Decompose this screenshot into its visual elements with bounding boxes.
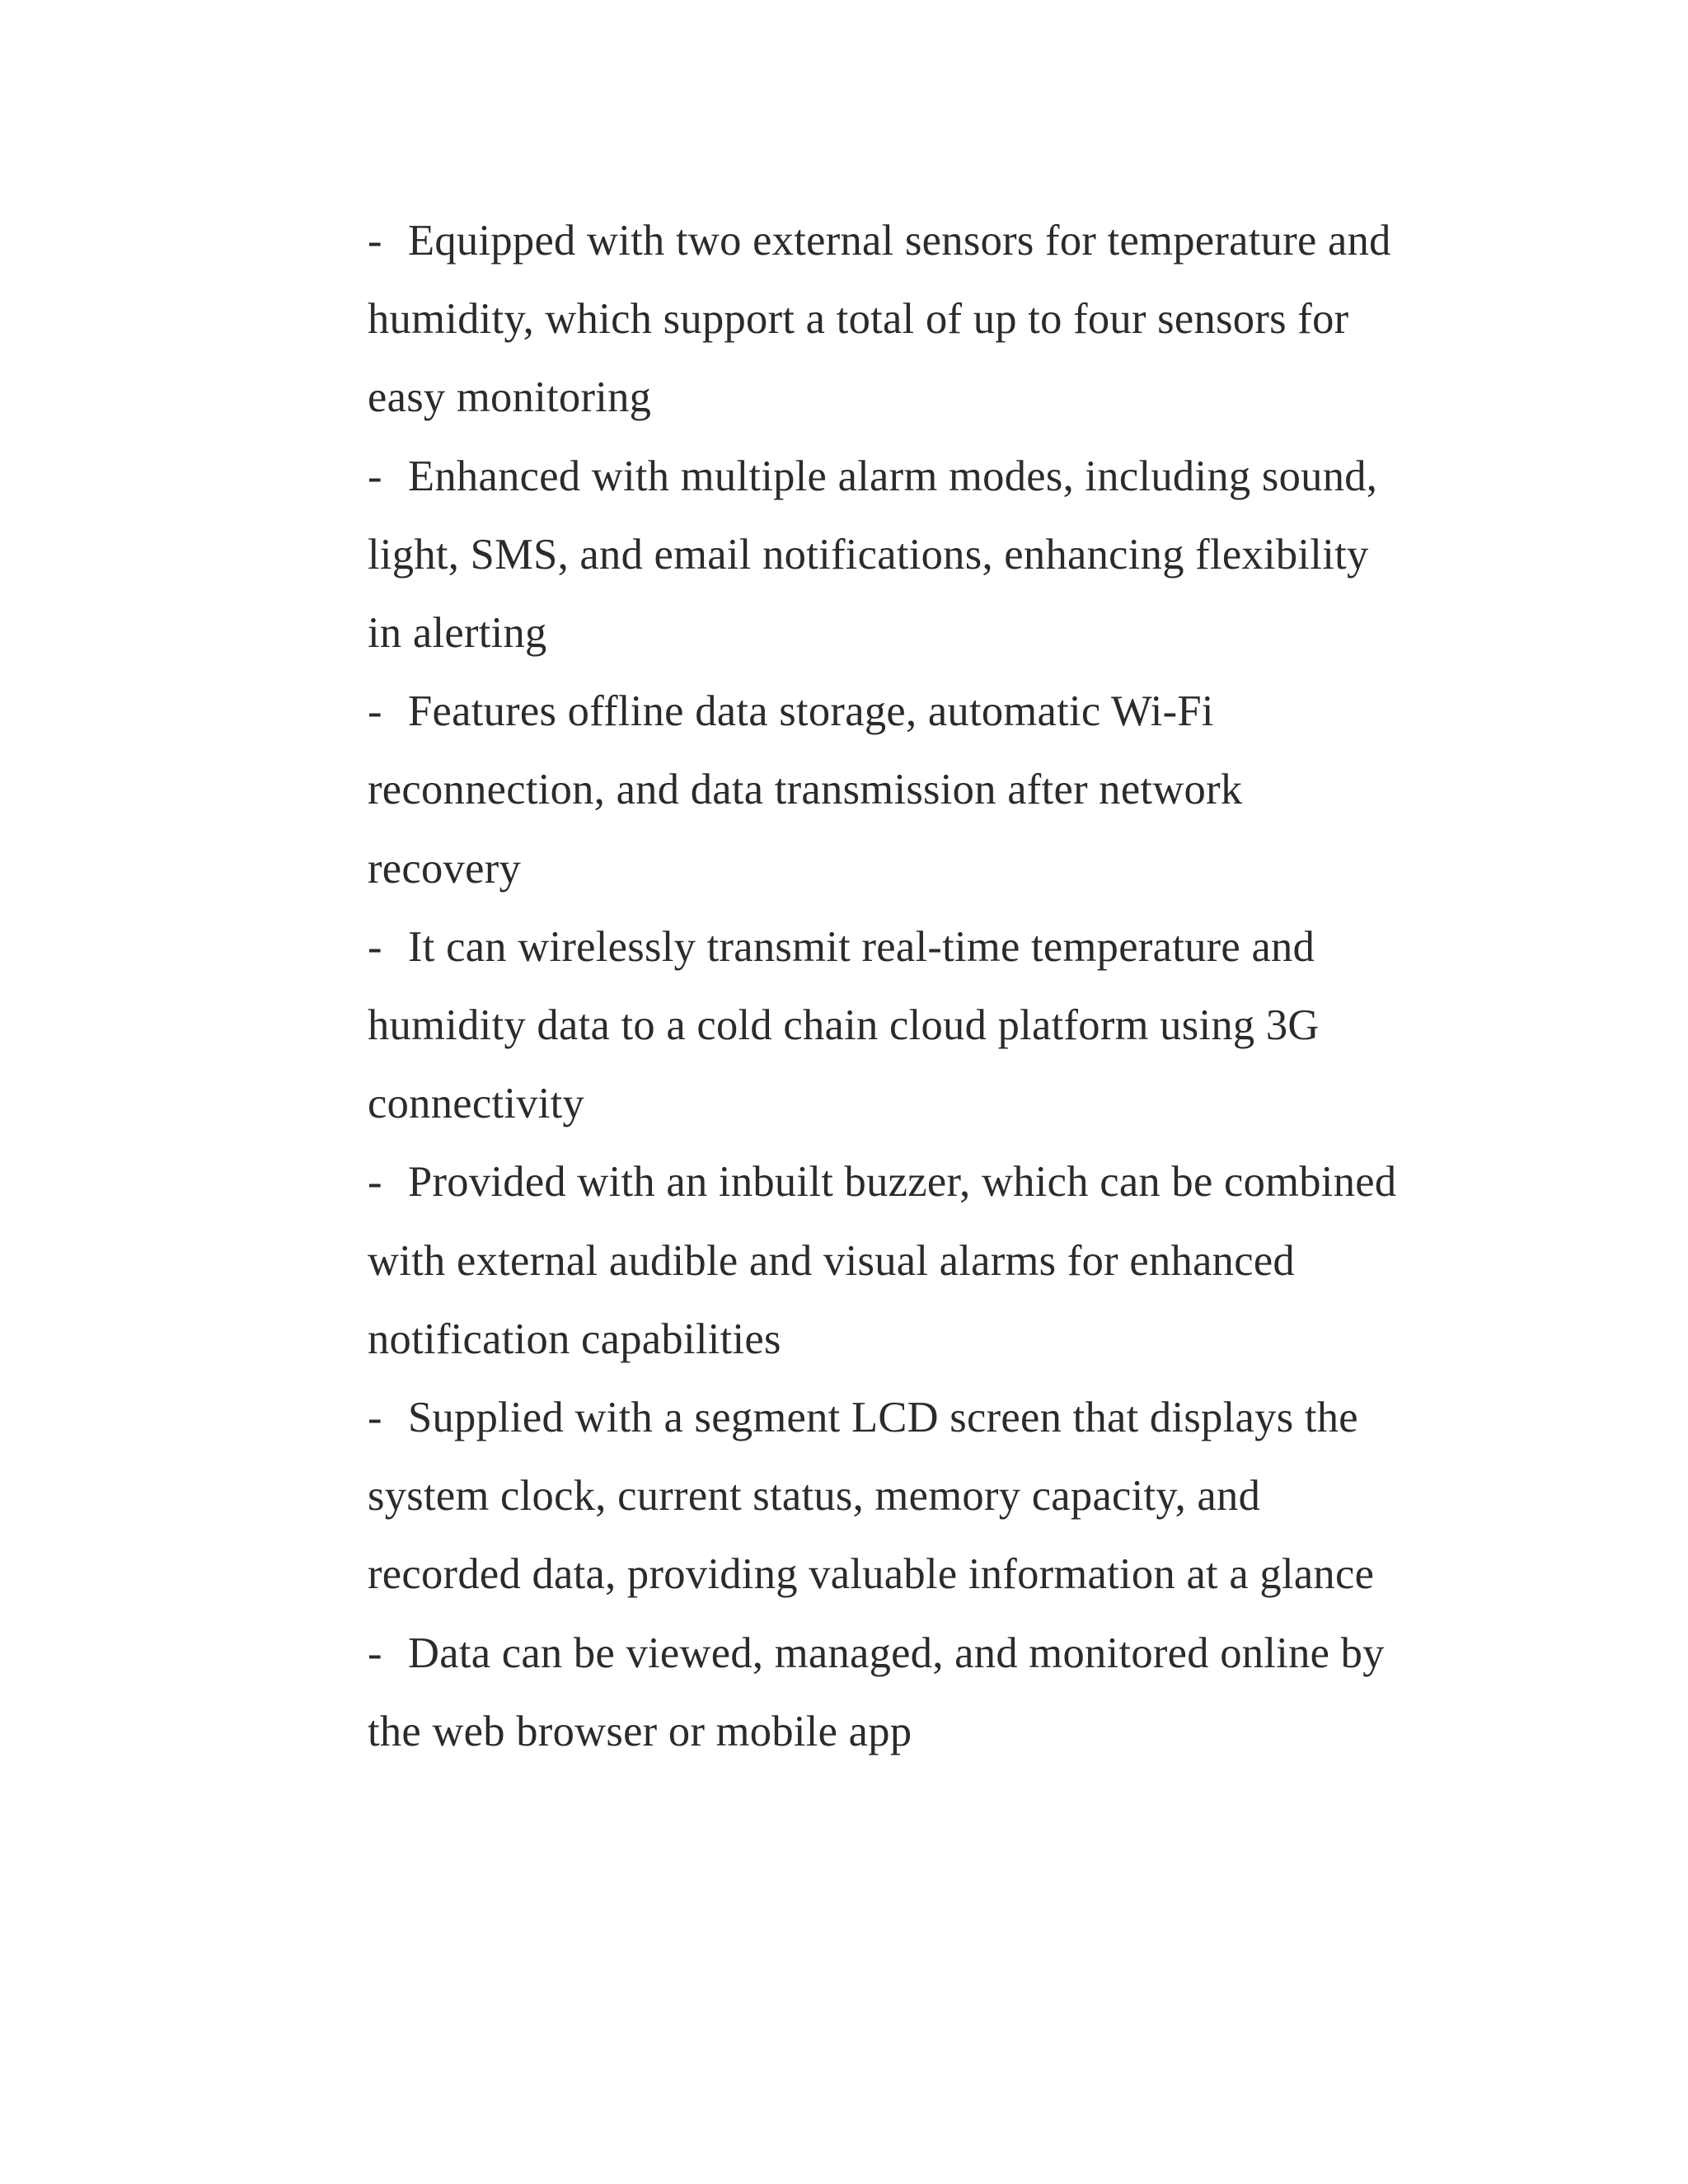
list-item (368, 202, 1406, 438)
list-item-text: Enhanced with multiple alarm modes, including sound, light, SMS, and email notifications, enhancing flexibility in alerting (368, 452, 1378, 658)
bullet-dash: - (368, 452, 382, 500)
bullet-dash: - (368, 1394, 382, 1442)
list-item-text: Data can be viewed, managed, and monitored online by the web browser or mobile app (368, 1629, 1385, 1755)
list-item (368, 1143, 1406, 1379)
list-item-text: Supplied with a segment LCD screen that displays the system clock, current status, memory capacity, and recorded data, providing valuable information at a glance (368, 1394, 1375, 1599)
bullet-dash: - (368, 922, 382, 971)
list-item-text: Features offline data storage, automatic Wi-Fi reconnection, and data transmission after network recovery (368, 687, 1243, 893)
bullet-dash: - (368, 217, 382, 265)
bullet-dash: - (368, 1158, 382, 1207)
list-item-text: It can wirelessly transmit real-time temperature and humidity data to a cold chain cloud platform using 3G connectivity (368, 922, 1320, 1128)
bullet-dash: - (368, 687, 382, 736)
list-item (368, 1615, 1406, 1771)
list-item (368, 908, 1406, 1144)
list-item (368, 438, 1406, 673)
feature-list (368, 202, 1406, 1771)
list-item-text: Provided with an inbuilt buzzer, which can be combined with external audible and visual alarms for enhanced notification capabilities (368, 1158, 1397, 1363)
list-item (368, 1379, 1406, 1615)
list-item (368, 673, 1406, 908)
bullet-dash: - (368, 1629, 382, 1677)
list-item-text: Equipped with two external sensors for temperature and humidity, which support a total of up to four sensors for easy monitoring (368, 217, 1391, 422)
feature-list-block (368, 202, 1406, 1771)
